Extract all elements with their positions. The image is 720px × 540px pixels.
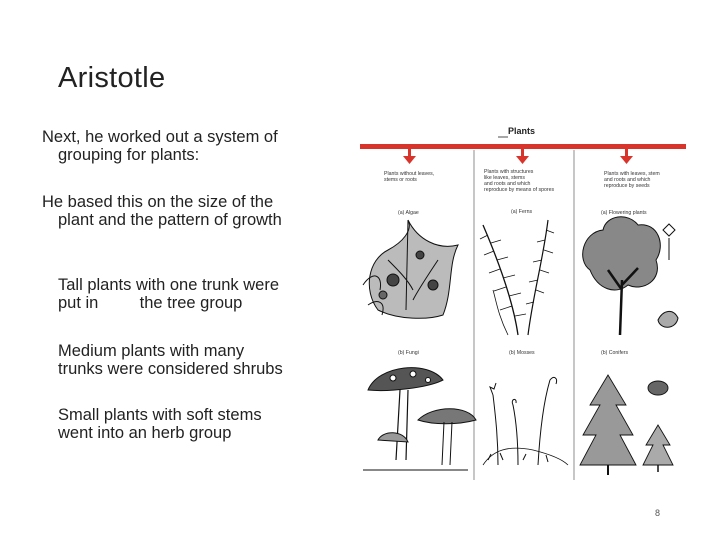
- col1-desc: Plants without leaves,: [384, 171, 435, 177]
- col3-desc: reproduce by seeds: [604, 183, 650, 189]
- bullet-line: Small plants with soft stems: [58, 406, 262, 424]
- col2-desc: and roots and which: [484, 181, 531, 187]
- label-flowering: (a) Flowering plants: [601, 210, 647, 216]
- label-conifers: (b) Conifers: [601, 350, 629, 356]
- arrows: [403, 149, 633, 164]
- bullet-line: put in the tree group: [58, 294, 243, 312]
- conifer-icon: [580, 375, 673, 475]
- bullet-line: He based this on the size of the: [42, 193, 274, 211]
- bullet-line: went into an herb group: [58, 424, 232, 442]
- fern-icon: [480, 220, 554, 335]
- moss-icon: [483, 377, 568, 465]
- bullet-line: trunks were considered shrubs: [58, 360, 283, 378]
- algae-icon: [363, 220, 458, 318]
- bullet-line: grouping for plants:: [58, 146, 200, 164]
- label-ferns: (a) Ferns: [511, 209, 533, 215]
- bullet-basis: [42, 193, 342, 229]
- label-fungi: (b) Fungi: [398, 350, 419, 356]
- figure-header: Plants: [508, 126, 536, 136]
- col3-desc: Plants with leaves, stem: [604, 171, 660, 177]
- page-number: 8: [655, 508, 661, 518]
- col2-desc: reproduce by means of spores: [484, 187, 555, 193]
- bullet-line: Tall plants with one trunk were: [58, 276, 280, 294]
- bullet-tree: [58, 276, 328, 312]
- label-mosses: (b) Mosses: [509, 350, 535, 356]
- bullet-line: Next, he worked out a system of: [42, 128, 278, 146]
- bullet-shrub: [58, 342, 328, 378]
- plant-classification-figure: [358, 120, 688, 480]
- bullet-line: Medium plants with many: [58, 342, 245, 360]
- label-algae: (a) Algae: [398, 210, 419, 216]
- col1-desc: stems or roots: [384, 177, 417, 183]
- bullet-line: plant and the pattern of growth: [58, 211, 282, 229]
- red-bar: [360, 144, 686, 149]
- fungi-icon: [363, 368, 476, 470]
- col3-desc: and roots and which: [604, 177, 651, 183]
- flowering-tree-icon: [583, 217, 678, 335]
- slide-title: Aristotle: [58, 62, 166, 94]
- col2-desc: like leaves, stems: [484, 175, 525, 181]
- col2-desc: Plants with structures: [484, 169, 534, 175]
- bullet-grouping: [42, 128, 342, 164]
- bullet-herb: [58, 406, 328, 442]
